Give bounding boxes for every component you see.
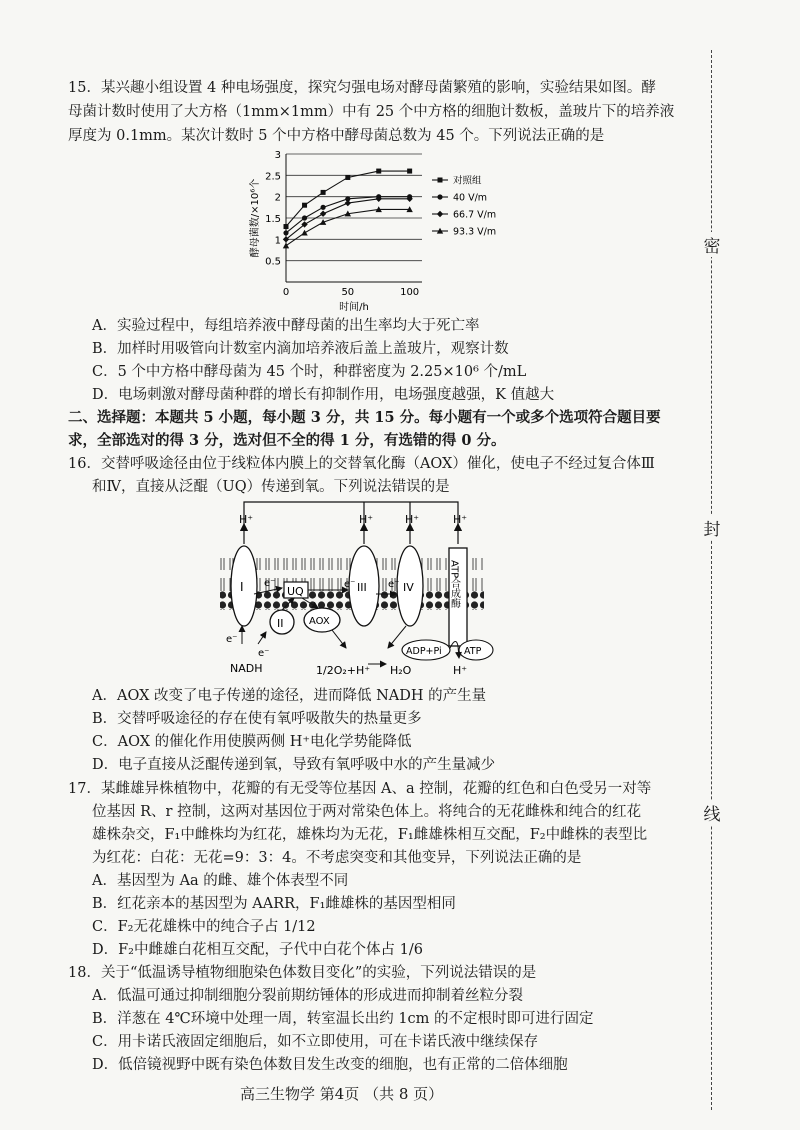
y-tick-label-4: 2.5 (265, 171, 281, 183)
complex-3-label: III (357, 581, 367, 594)
nadh-label: NADH (230, 662, 263, 675)
q18-option-d: D．低倍镜视野中既有染色体数目发生改变的细胞，也有正常的二倍体细胞 (92, 1057, 568, 1073)
page-footer: 高三生物学 第4页 （共 8 页） (240, 1085, 444, 1103)
q15-option-d: D．电场刺激对酵母菌种群的增长有抑制作用，电场强度越强，K 值越大 (92, 387, 555, 403)
q16-option-c: C．AOX 的催化作用使膜两侧 H⁺电化学势能降低 (92, 734, 412, 750)
q16-option-b: B．交替呼吸途径的存在使有氧呼吸散失的热量更多 (92, 711, 422, 727)
series-0-point (345, 175, 350, 180)
y-axis-label: 酵母菌数/×10⁶个 (250, 178, 261, 258)
binding-line (711, 50, 712, 1110)
electron-label-nadh: e⁻ (226, 634, 238, 645)
x-axis-label: 时间/h (339, 302, 369, 313)
aox-label: AOX (309, 616, 330, 627)
q17-option-b: B．红花亲本的基因型为 AARR，F₁雌雄株的基因型相同 (92, 896, 456, 912)
legend-marker-1 (437, 194, 442, 199)
series-1-point (302, 215, 307, 220)
y-tick-label-3: 2 (274, 192, 281, 204)
electron-label-3: e⁻ (388, 579, 400, 590)
section2-heading-line-1: 二、选择题：本题共 5 小题，每小题 3 分，共 15 分。每小题有一个或多个选项符合题目要 (68, 409, 661, 426)
legend-marker-0 (438, 178, 443, 183)
series-3-point (283, 243, 289, 249)
q16-stem-line-2: 和Ⅳ，直接从泛醌（UQ）传递到氧。下列说法错误的是 (92, 479, 450, 495)
q16-option-d: D．电子直接从泛醌传递到氧，导致有氧呼吸中水的产生量减少 (92, 757, 496, 773)
q15-option-a: A．实验过程中，每组培养液中酵母菌的出生率均大于死亡率 (92, 318, 480, 334)
hplus-label-1: H⁺ (239, 513, 254, 526)
hplus-label-3: H⁺ (405, 513, 420, 526)
series-0-point (302, 203, 307, 208)
atp-label: ATP (464, 646, 482, 657)
uq-label: UQ (287, 585, 304, 598)
series-0-point (376, 169, 381, 174)
series-0-point (407, 169, 412, 174)
q15-growth-chart (240, 142, 520, 314)
q17-stem-line-1: 17．某雌雄异株植物中，花瓣的有无受等位基因 A、a 控制，花瓣的红色和白色受另一对等 (68, 781, 652, 797)
q18-option-c: C．用卡诺氏液固定细胞后，如不立即使用，可在卡诺氏液中继续保存 (92, 1034, 539, 1050)
hplus-label-5: H⁺ (453, 664, 468, 677)
complex-2-label: II (277, 617, 284, 630)
series-0-point (284, 224, 289, 229)
y-tick-label-1: 1 (274, 235, 281, 247)
binding-char-feng: 封 (697, 515, 727, 540)
hplus-label-4: H⁺ (453, 513, 468, 526)
water-label: H₂O (390, 664, 412, 677)
q18-stem-line-1: 18．关于“低温诱导植物细胞染色体数目变化”的实验，下列说法错误的是 (68, 965, 537, 981)
binding-char-mi: 密 (697, 232, 727, 257)
legend-label-0: 对照组 (453, 175, 482, 187)
adp-label: ADP+Pi (406, 646, 442, 657)
q17-stem-line-2: 位基因 R、r 控制，这两对基因位于两对常染色体上。将纯合的无花雌株和纯合的红花 (92, 804, 642, 820)
x-tick-label-0: 0 (282, 287, 290, 298)
legend-label-1: 40 V/m (453, 192, 488, 204)
series-1-point (320, 205, 325, 210)
q15-stem-line-2: 母菌计数时使用了大方格（1mm×1mm）中有 25 个中方格的细胞计数板，盖玻片下的培养液 (68, 104, 675, 120)
complex-4-label: IV (403, 581, 414, 594)
q15-stem-line-3: 厚度为 0.1mm。某次计数时 5 个中方格中酵母菌总数为 45 个。下列说法正确的是 (68, 128, 605, 144)
y-tick-label-0: 0.5 (265, 256, 281, 268)
legend-label-3: 93.3 V/m (453, 226, 497, 238)
y-tick-label-5: 3 (274, 150, 281, 161)
q18-option-b: B．洋葱在 4℃环境中处理一周，转室温长出约 1cm 的不定根时即可进行固定 (92, 1011, 594, 1027)
series-1-point (283, 230, 288, 235)
legend-marker-2 (437, 211, 443, 217)
series-2-point (320, 211, 326, 217)
q17-option-d: D．F₂中雌雄白花相互交配，子代中白花个体占 1/6 (92, 942, 423, 958)
hplus-label-2: H⁺ (359, 513, 374, 526)
x-tick-label-1: 50 (341, 287, 355, 298)
q15-option-c: C．5 个中方格中酵母菌为 45 个时，种群密度为 2.25×10⁶ 个/mL (92, 364, 527, 380)
electron-label-1: e⁻ (264, 578, 276, 589)
section2-heading-line-2: 求，全部选对的得 3 分，选对但不全的得 1 分，有选错的得 0 分。 (68, 432, 506, 449)
q18-option-a: A．低温可通过抑制细胞分裂前期纺锤体的形成进而抑制着丝粒分裂 (92, 988, 523, 1004)
oxygen-label: 1/2O₂+H⁺ (316, 664, 371, 677)
q17-stem-line-3: 雄株杂交，F₁中雌株均为红花，雄株均为无花，F₁雌雄株相互交配，F₂中雌株的表型比 (92, 827, 648, 843)
binding-char-xian: 线 (697, 800, 727, 825)
series-3-point (301, 230, 307, 236)
electron-label-fadh: e⁻ (258, 648, 270, 659)
q17-option-a: A．基因型为 Aa 的雌、雄个体表型不同 (92, 873, 349, 889)
q16-electron-transport-diagram (218, 496, 498, 681)
series-2-point (345, 200, 351, 206)
legend-label-2: 66.7 V/m (453, 209, 497, 221)
q17-option-c: C．F₂无花雄株中的纯合子占 1/12 (92, 919, 316, 935)
q16-stem-line-1: 16．交替呼吸途径由位于线粒体内膜上的交替氧化酶（AOX）催化，使电子不经过复合体Ⅲ (68, 456, 655, 472)
complex-1-label: I (240, 580, 244, 594)
series-0-point (321, 190, 326, 195)
q15-stem-line-1: 15．某兴趣小组设置 4 种电场强度，探究匀强电场对酵母菌繁殖的影响，实验结果如图。酵 (68, 80, 656, 96)
electron-label-2: e⁻ (344, 579, 356, 590)
complex-1 (231, 546, 257, 626)
q15-option-b: B．加样时用吸管向计数室内滴加培养液后盖上盖玻片，观察计数 (92, 341, 509, 357)
x-tick-label-2: 100 (400, 287, 420, 298)
q17-stem-line-4: 为红花：白花：无花=9：3：4。不考虑突变和其他变异，下列说法正确的是 (92, 850, 582, 866)
y-tick-label-2: 1.5 (265, 214, 281, 225)
q16-option-a: A．AOX 改变了电子传递的途径，进而降低 NADH 的产生量 (92, 688, 487, 704)
atp-synthase-label: ATP合成酶 (448, 560, 460, 609)
